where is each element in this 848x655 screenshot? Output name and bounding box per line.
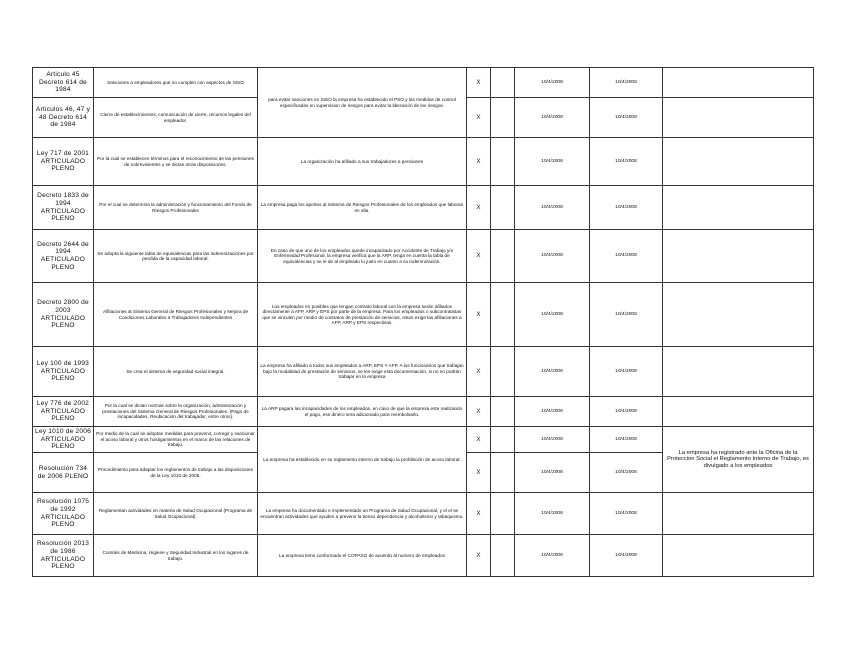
evidence-cell: La empresa paga los aportes al Sistema de Riesgos Profesionales de los empleados que laboran en ella. — [258, 186, 467, 230]
empty-cell — [491, 230, 515, 283]
empty-cell — [491, 397, 515, 427]
norm-cell: Ley 100 de 1993 ARTICULADO PLENO — [33, 347, 94, 397]
empty-cell — [491, 98, 515, 138]
empty-cell — [663, 397, 814, 427]
date-cell: 10/4/2008 — [590, 230, 663, 283]
description-cell: Reglamentan actividades en materia de Salud Ocupacional (Programa de Salud Ocupacional). — [94, 493, 258, 535]
norm-cell: Decreto 2644 de 1994 AETICULADO PLENO — [33, 230, 94, 283]
description-cell: Sanciones a empleadores que no cumplen con aspectos de SISO — [94, 68, 258, 98]
evidence-cell: La organización ha afiliado a sus trabajadores a pensiones — [258, 138, 467, 186]
date-cell: 10/4/2008 — [590, 186, 663, 230]
table-row — [33, 68, 814, 98]
empty-cell — [491, 535, 515, 577]
norm-cell: Resolución 2013 de 1986 ARTICULADO PLENO — [33, 535, 94, 577]
evidence-cell: La ARP pagara las incapacidades de los empleados, en caso de que la empresa este realizando el pago, ese dinero sera adicionado para reembolsarlo. — [258, 397, 467, 427]
date-cell: 10/4/2008 — [590, 138, 663, 186]
compliance-mark: X — [467, 453, 491, 493]
date-cell: 10/4/2008 — [515, 493, 590, 535]
date-cell: 10/4/2008 — [590, 283, 663, 347]
compliance-mark: X — [467, 427, 491, 453]
compliance-mark: X — [467, 98, 491, 138]
legal-matrix-table — [32, 67, 814, 577]
table-row — [33, 493, 814, 535]
empty-cell — [663, 283, 814, 347]
empty-cell — [491, 68, 515, 98]
norm-cell: Articulo 45 Decreto 614 de 1984 — [33, 68, 94, 98]
date-cell: 10/4/2008 — [515, 427, 590, 453]
table-row — [33, 138, 814, 186]
empty-cell — [491, 347, 515, 397]
table-row — [33, 186, 814, 230]
date-cell: 10/4/2008 — [590, 427, 663, 453]
compliance-mark: X — [467, 186, 491, 230]
date-cell: 10/4/2008 — [515, 68, 590, 98]
empty-cell — [491, 283, 515, 347]
description-cell: Por la cual se dictan normas sobre la organización, administración y prestaciones del Sistema General de Riesgos Profesionales. (Pago de incapacidades, Reubicación del trabajador, entre otros). — [94, 397, 258, 427]
date-cell: 10/4/2008 — [590, 98, 663, 138]
empty-cell — [663, 230, 814, 283]
compliance-mark: X — [467, 535, 491, 577]
empty-cell — [491, 427, 515, 453]
date-cell: 10/4/2008 — [515, 186, 590, 230]
evidence-cell: La empresa ha documentado e implementado un Programa de Salud Ocupacional, y el el se encuentran actividades que ayuden a prevenir la tienso dependencia y alcoholismo y tabaquismo. — [258, 493, 467, 535]
norm-cell: Resolución 734 de 2006 PLENO — [33, 453, 94, 493]
table-row — [33, 347, 814, 397]
norm-cell: Decreto 1833 de 1994 ARTICULADO PLENO — [33, 186, 94, 230]
compliance-mark: X — [467, 397, 491, 427]
empty-cell — [491, 493, 515, 535]
date-cell: 10/4/2008 — [515, 283, 590, 347]
norm-cell: Decreto 2800 de 2003 ARTICULADO PLENO — [33, 283, 94, 347]
compliance-mark: X — [467, 68, 491, 98]
date-cell: 10/4/2008 — [515, 453, 590, 493]
table-row — [33, 397, 814, 427]
evidence-cell: La empresa ha afiliado a todos sus empleados a ARP, EPS Y AFP. A los funcionarios que trabajan bajo la modalidad de prestación de servicios, se les exige esta documentación, si no no podrán trabajar en la empresa — [258, 347, 467, 397]
table-row — [33, 230, 814, 283]
description-cell: Procedimiento para adaptar los reglamentos de trabajo a las disposiciones de la Ley 1010 de 2006. — [94, 453, 258, 493]
evidence-cell: La empresa ha establecido en su reglamento interno de trabajo la prohibición de acoso laboral. — [258, 427, 467, 493]
evidence-cell: para evitar sanciones en SISO la empresa ha establecido el PSO y las medidas de control especificadas en supervision de riesgos para evitar la liberación de los riesgos. — [258, 68, 467, 138]
evidence-cell: Los empleados en posibles que tengan contrato laboral con la empresa serán afiliados directamente a AFP, ARP y EPS por parte de la empresa. Para los empleados o subcontratistas que se vinculen por medio de contratos de prestación de servicios, estos exige las afiliaciones a AFP, ARP y EPS respectivas. — [258, 283, 467, 347]
description-cell: Por la cual se establecen términos para el reconocimiento de las pensiones de sobrevivientes y se dictan otras disposiciones. — [94, 138, 258, 186]
empty-cell — [491, 138, 515, 186]
evidence-cell: La empresa tiene conformado el COPASO de acuerdo al numero de empleados — [258, 535, 467, 577]
empty-cell — [663, 138, 814, 186]
empty-cell — [491, 186, 515, 230]
date-cell: 10/4/2008 — [515, 347, 590, 397]
norm-cell: Resolución 1075 de 1992 ARTICULADO PLENO — [33, 493, 94, 535]
compliance-mark: X — [467, 493, 491, 535]
description-cell: Comités de Medicina, Higiene y Seguridad Industrial en los lugares de trabajo. — [94, 535, 258, 577]
compliance-mark: X — [467, 283, 491, 347]
empty-cell — [663, 186, 814, 230]
evidence-cell: En caso de que uno de los empleados quede incapacitado por Accidente de Trabajo y/o Enfermedad Profesional, la empresa verifica que la ARP, tenga en cuenta la tabla de equivalencias y se le de al empleado lo justo en cuanto a su indemnización. — [258, 230, 467, 283]
date-cell: 10/4/2008 — [515, 535, 590, 577]
date-cell: 10/4/2008 — [590, 68, 663, 98]
description-cell: Por medio de la cual se adoptan medidas para prevenir, corregir y sancionar el acoso laboral y otros hostigamientos en el marco de las relaciones de trabajo. — [94, 427, 258, 453]
date-cell: 10/4/2008 — [515, 230, 590, 283]
observation-cell: La empresa ha registrado ante la Oficina de la Proteccion Social el Reglamento Interno de Trabajo, es divulgado a los empleados — [663, 427, 814, 493]
date-cell: 10/4/2008 — [515, 397, 590, 427]
date-cell: 10/4/2008 — [590, 535, 663, 577]
empty-cell — [663, 98, 814, 138]
empty-cell — [663, 493, 814, 535]
empty-cell — [663, 347, 814, 397]
empty-cell — [491, 453, 515, 493]
description-cell: Por el cual se determina la administración y funcionamiento del Fondo de Riesgos Profesionales — [94, 186, 258, 230]
description-cell: Afiliaciones al Sistema General de Riesgos Profesionales y Mejora de Condiciones Laborales a Trabajadores Independientes — [94, 283, 258, 347]
compliance-mark: X — [467, 230, 491, 283]
norm-cell: Ley 717 de 2001 ARTICULADO PLENO — [33, 138, 94, 186]
date-cell: 10/4/2008 — [590, 493, 663, 535]
norm-cell: Ley 776 de 2002 ARTICULADO PLENO — [33, 397, 94, 427]
empty-cell — [663, 535, 814, 577]
table-row — [33, 535, 814, 577]
table-row — [33, 283, 814, 347]
compliance-mark: X — [467, 138, 491, 186]
compliance-mark: X — [467, 347, 491, 397]
date-cell: 10/4/2008 — [590, 397, 663, 427]
norm-cell: Articulos 46, 47 y 48 Decreto 614 de 1984 — [33, 98, 94, 138]
empty-cell — [663, 68, 814, 98]
description-cell: Se crea el sistema de seguridad social integral. — [94, 347, 258, 397]
description-cell: Se adopta la siguiente tabla de equivalencias para las indemnizaciones por perdida de la capacidad laboral. — [94, 230, 258, 283]
description-cell: Cierre de establecimientos, comunicación de cierre, recursos legales del empleador. — [94, 98, 258, 138]
date-cell: 10/4/2008 — [515, 98, 590, 138]
table-row — [33, 427, 814, 453]
date-cell: 10/4/2008 — [590, 347, 663, 397]
date-cell: 10/4/2008 — [515, 138, 590, 186]
date-cell: 10/4/2008 — [590, 453, 663, 493]
norm-cell: Ley 1010 de 2006 ARTICULADO PLENO — [33, 427, 94, 453]
